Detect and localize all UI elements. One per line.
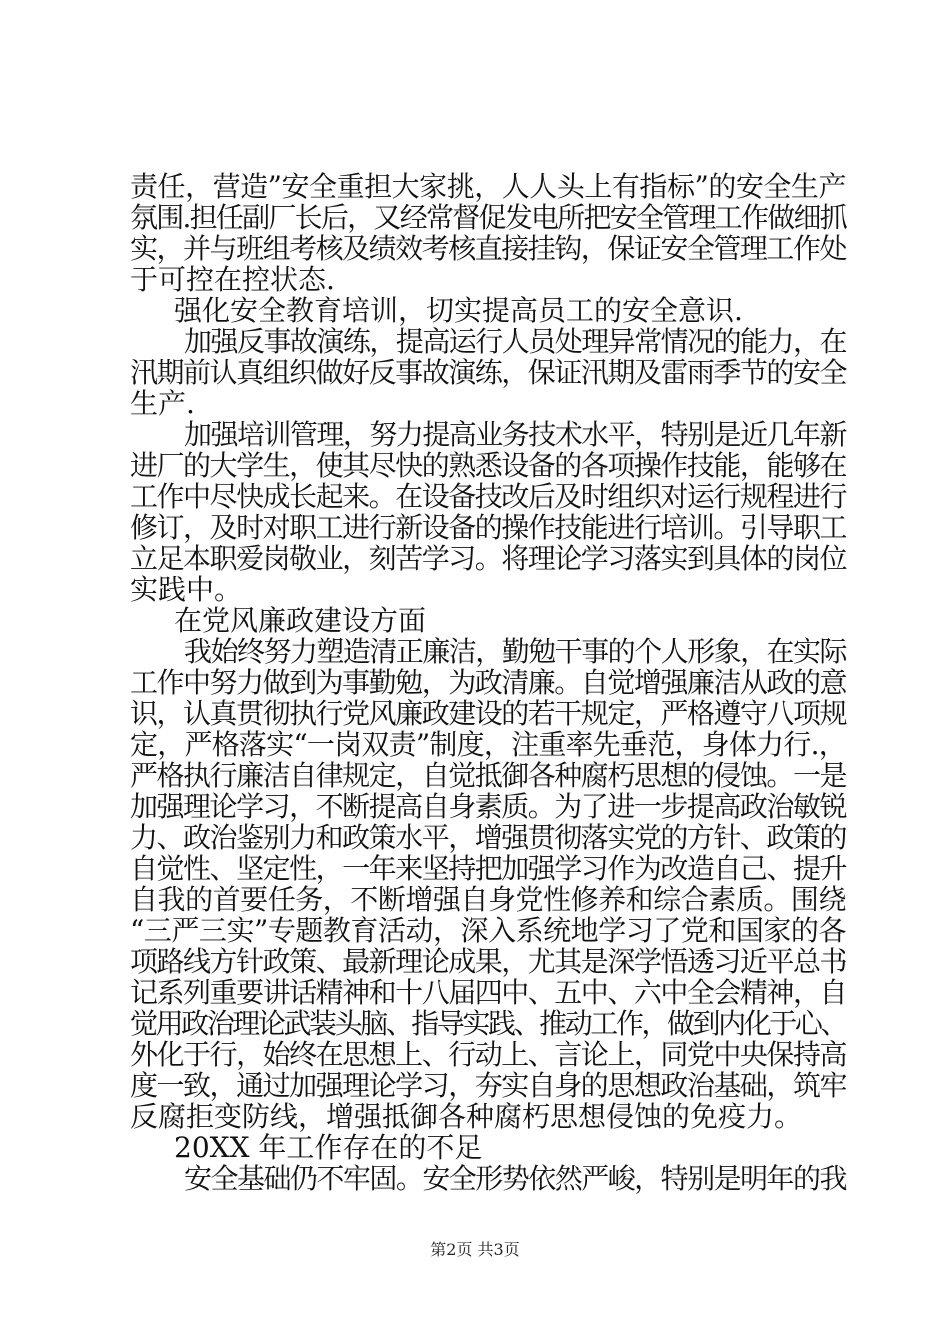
text-line: 责任，营造”安全重担大家挑，人人头上有指标”的安全生产 xyxy=(130,170,846,203)
text-line: 在党风廉政建设方面 xyxy=(174,604,427,637)
text-line: 实，并与班组考核及绩效考核直接挂钩，保证安全管理工作处 xyxy=(130,232,846,265)
text-line: 工作中努力做到为事勤勉，为政清廉。自觉增强廉洁从政的意 xyxy=(130,666,846,699)
text-line: 实践中。 xyxy=(130,573,243,606)
text-line: 安全基础仍不牢固。安全形势依然严峻，特别是明年的我 xyxy=(184,1162,846,1195)
text-line: 立足本职爱岗敬业，刻苦学习。将理论学习落实到具体的岗位 xyxy=(130,542,846,575)
text-line: 定，严格落实“一岗双责”制度，注重率先垂范，身体力行.， xyxy=(130,728,846,761)
text-line: “三严三实”专题教育活动，深入系统地学习了党和国家的各 xyxy=(130,914,846,947)
text-line: 反腐拒变防线，增强抵御各种腐朽思想侵蚀的免疫力。 xyxy=(130,1100,803,1133)
text-line: 进厂的大学生，使其尽快的熟悉设备的各项操作技能，能够在 xyxy=(130,449,846,482)
text-line: 氛围.担任副厂长后，又经常督促发电所把安全管理工作做细抓 xyxy=(130,201,846,234)
text-line: 加强反事故演练，提高运行人员处理异常情况的能力，在 xyxy=(184,325,846,358)
page-footer: 第2页 共3页 xyxy=(430,1240,520,1259)
text-line: 工作中尽快成长起来。在设备技改后及时组织对运行规程进行 xyxy=(130,480,846,513)
text-line: 于可控在控状态. xyxy=(130,263,335,296)
text-line: 觉用政治理论武装头脑、指导实践、推动工作，做到内化于心、 xyxy=(130,1007,846,1040)
text-line: 生产. xyxy=(130,387,195,420)
text-line: 记系列重要讲话精神和十八届四中、五中、六中全会精神，自 xyxy=(130,976,846,1009)
text-line: 20XX 年工作存在的不足 xyxy=(174,1131,483,1164)
document-body xyxy=(130,171,846,1194)
text-line: 严格执行廉洁自律规定，自觉抵御各种腐朽思想的侵蚀。一是 xyxy=(130,759,846,792)
text-line: 强化安全教育培训，切实提高员工的安全意识. xyxy=(174,294,743,327)
text-line: 我始终努力塑造清正廉洁，勤勉干事的个人形象，在实际 xyxy=(184,635,846,668)
text-line: 度一致，通过加强理论学习，夯实自身的思想政治基础，筑牢 xyxy=(130,1069,846,1102)
text-line: 力、政治鉴别力和政策水平，增强贯彻落实党的方针、政策的 xyxy=(130,821,846,854)
text-line: 加强理论学习，不断提高自身素质。为了进一步提高政治敏锐 xyxy=(130,790,846,823)
text-line: 汛期前认真组织做好反事故演练，保证汛期及雷雨季节的安全 xyxy=(130,356,846,389)
text-line: 修订，及时对职工进行新设备的操作技能进行培训。引导职工 xyxy=(130,511,846,544)
text-line: 识，认真贯彻执行党风廉政建设的若干规定，严格遵守八项规 xyxy=(130,697,846,730)
text-line: 自觉性、坚定性，一年来坚持把加强学习作为改造自己、提升 xyxy=(130,852,846,885)
text-line: 外化于行，始终在思想上、行动上、言论上，同党中央保持高 xyxy=(130,1038,846,1071)
text-line: 加强培训管理，努力提高业务技术水平，特别是近几年新 xyxy=(184,418,846,451)
text-line: 自我的首要任务，不断增强自身党性修养和综合素质。围绕 xyxy=(130,883,846,916)
text-line: 项路线方针政策、最新理论成果，尤其是深学悟透习近平总书 xyxy=(130,945,846,978)
